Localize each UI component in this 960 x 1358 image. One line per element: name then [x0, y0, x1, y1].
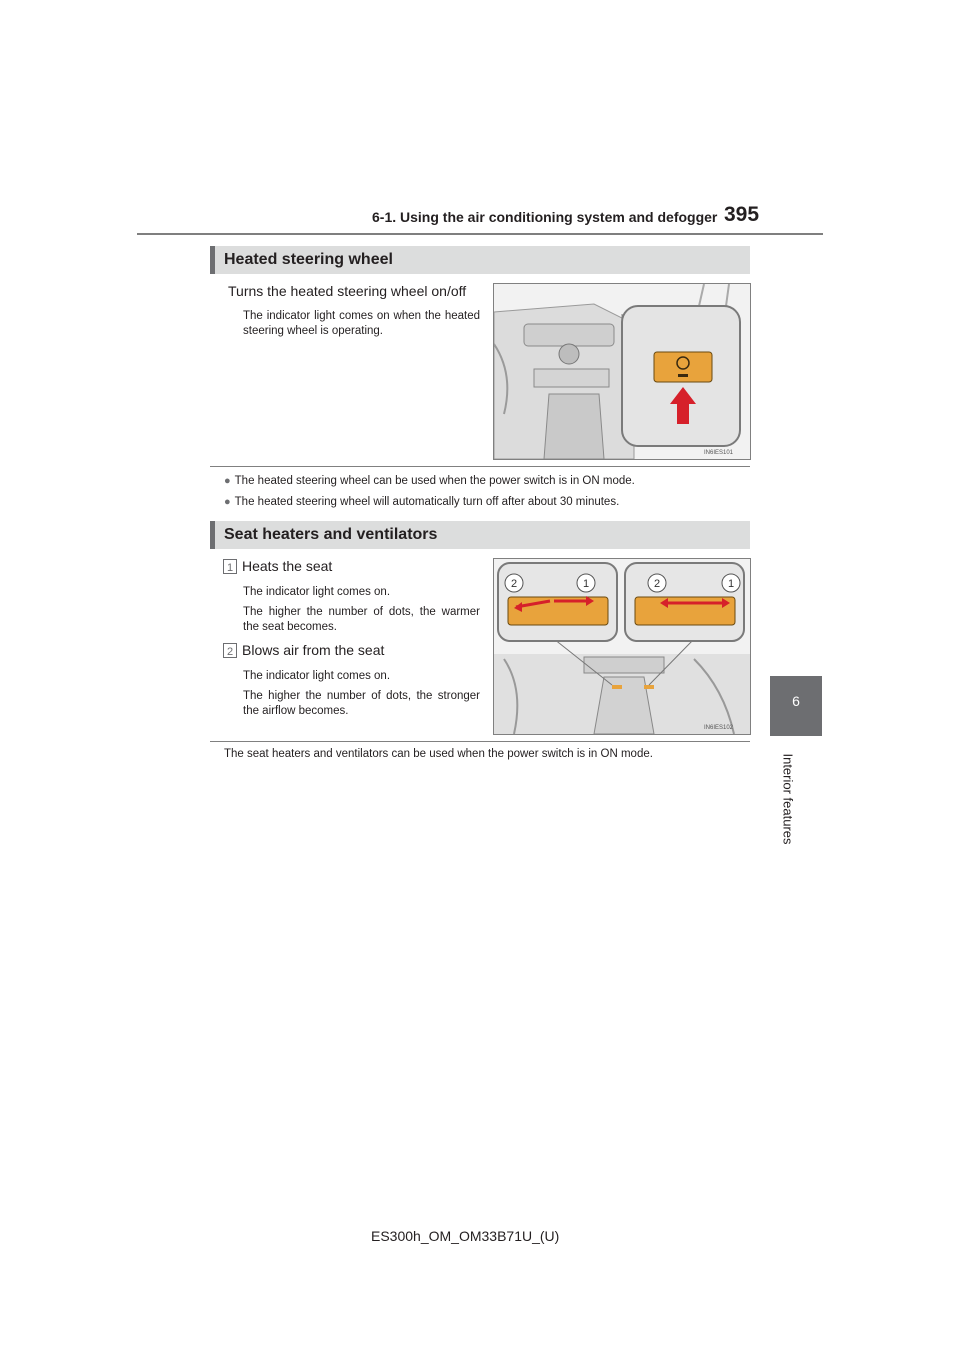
svg-text:1: 1 [226, 562, 234, 574]
svg-text:1: 1 [582, 578, 590, 590]
heated-steering-description: Turns the heated steering wheel on/off [228, 283, 467, 299]
chapter-tab[interactable] [770, 676, 822, 736]
item-2-line1: The indicator light comes on. [243, 670, 391, 682]
item-1-label: Heats the seat [242, 558, 333, 574]
number-2-icon [223, 643, 237, 658]
page-number: 395 [724, 203, 760, 226]
svg-text:2: 2 [510, 578, 518, 590]
number-1-icon [223, 559, 237, 574]
chapter-label-vertical [778, 744, 798, 854]
heated-steering-subtext: The indicator light comes on when the heated steering wheel is operating. [243, 310, 480, 337]
header-divider [137, 233, 823, 235]
section-heading-text: Seat heaters and ventilators [224, 526, 438, 543]
svg-text:2: 2 [653, 578, 661, 590]
svg-text:1: 1 [727, 578, 735, 590]
item-1-line1: The indicator light comes on. [243, 586, 391, 598]
header-section-title: 6-1. Using the air conditioning system and defogger [372, 209, 718, 225]
chapter-label: Interior features [780, 753, 796, 845]
item-2-line2: The higher the number of dots, the stronger the airflow becomes. [243, 690, 480, 717]
svg-text:2: 2 [226, 646, 234, 658]
note-text: The heated steering wheel will automatically turn off after about 30 minutes. [234, 496, 620, 508]
section-heading-text: Heated steering wheel [224, 251, 393, 268]
seat-switch-illustration [493, 558, 751, 735]
seat-note: The seat heaters and ventilators can be used when the power switch is in ON mode. [224, 748, 653, 760]
notes-divider [210, 741, 750, 742]
document-code: ES300h_OM_OM33B71U_(U) [371, 1228, 560, 1244]
section-heading-heated-steering [210, 246, 750, 274]
item-1-line2: The higher the number of dots, the warmer the seat becomes. [243, 606, 480, 633]
chapter-number: 6 [792, 693, 800, 709]
bullet-icon: ● [224, 496, 231, 508]
bullet-icon: ● [224, 475, 231, 487]
illustration-code: IN6IES101 [704, 450, 734, 456]
notes-divider [210, 466, 750, 467]
illustration-code: IN6IES102 [704, 725, 734, 731]
steering-switch-illustration [493, 283, 751, 460]
note-item [224, 496, 619, 508]
note-item [224, 475, 635, 487]
note-text: The heated steering wheel can be used when the power switch is in ON mode. [234, 475, 635, 487]
item-2-label: Blows air from the seat [242, 642, 385, 658]
section-heading-seat-heaters [210, 521, 750, 549]
